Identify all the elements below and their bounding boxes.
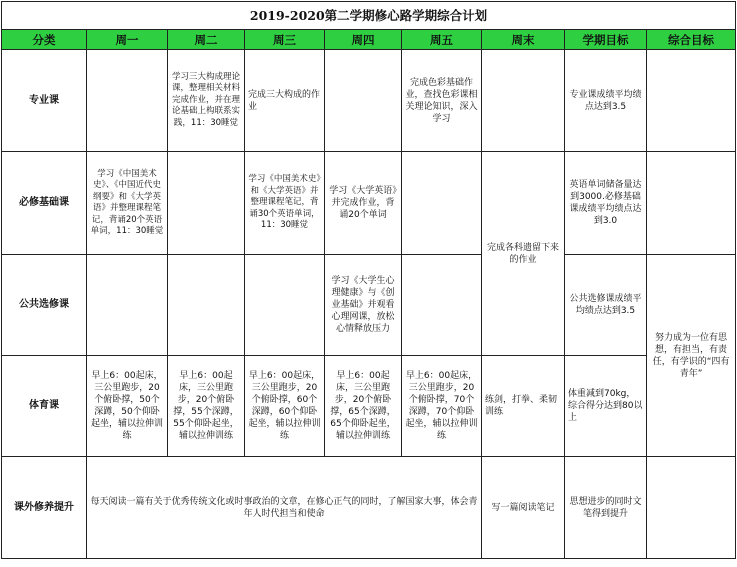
cell-elective-tue[interactable] <box>168 255 245 356</box>
sheet-title: 2019-2020第二学期修心路学期综合计划 <box>2 2 736 30</box>
header-wednesday[interactable]: 周三 <box>245 30 325 50</box>
row-elective <box>2 255 736 356</box>
cell-extra-overall[interactable] <box>647 457 736 559</box>
cell-extra-goal[interactable]: 思想进步的同时文笔得到提升 <box>565 457 647 559</box>
cell-required-thu[interactable]: 学习《大学英语》并完成作业，背诵20个单词 <box>325 152 402 255</box>
cell-pe-weekend[interactable]: 练剑，打拳、柔韧训练 <box>482 356 565 457</box>
cell-pe-wed[interactable]: 早上6：00起床，三公里跑步，20个俯卧撑，60个深蹲，60个仰卧起坐，辅以拉伸训练 <box>245 356 325 457</box>
header-semester-goal[interactable]: 学期目标 <box>565 30 647 50</box>
plan-table <box>1 1 736 559</box>
cell-pe-goal[interactable]: 体重减到70kg，综合得分达到80以上 <box>565 356 647 457</box>
header-thursday[interactable]: 周四 <box>325 30 402 50</box>
cell-major-thu[interactable] <box>325 50 402 152</box>
header-row <box>2 30 736 50</box>
title-row <box>2 2 736 30</box>
cell-major-wed[interactable]: 完成三大构成的作业 <box>245 50 325 152</box>
category-extra[interactable]: 课外修养提升 <box>2 457 87 559</box>
cell-pe-tue[interactable]: 早上6：00起床，三公里跑步，20个俯卧撑，55个深蹲，55个仰卧起坐，辅以拉伸训练 <box>168 356 245 457</box>
row-pe <box>2 356 736 457</box>
category-required[interactable]: 必修基础课 <box>2 152 87 255</box>
category-elective[interactable]: 公共选修课 <box>2 255 87 356</box>
cell-overall-goal[interactable]: 努力成为一位有思想，有担当，有责任，有学识的“四有青年” <box>647 255 736 457</box>
cell-pe-mon[interactable]: 早上6：00起床，三公里跑步，20个俯卧撑，50个深蹲，50个仰卧起坐，辅以拉伸训练 <box>87 356 168 457</box>
cell-elective-fri[interactable] <box>402 255 482 356</box>
row-extra <box>2 457 736 559</box>
cell-extra-weekday[interactable]: 每天阅读一篇有关于优秀传统文化或时事政治的文章，在修心正气的同时，了解国家大事，体会青年人时代担当和使命 <box>87 457 482 559</box>
category-pe[interactable]: 体育课 <box>2 356 87 457</box>
cell-elective-mon[interactable] <box>87 255 168 356</box>
cell-weekend-merged[interactable]: 完成各科遗留下来的作业 <box>482 152 565 356</box>
header-tuesday[interactable]: 周二 <box>168 30 245 50</box>
header-weekend[interactable]: 周末 <box>482 30 565 50</box>
cell-major-overall[interactable] <box>647 50 736 152</box>
cell-required-mon[interactable]: 学习《中国美术史》、《中国近代史纲要》和《大学英语》并整理课程笔记，背诵20个英语单词，11：30睡觉 <box>87 152 168 255</box>
cell-pe-fri[interactable]: 早上6：00起床，三公里跑步，20个俯卧撑，70个深蹲，70个仰卧起坐，辅以拉伸训练 <box>402 356 482 457</box>
cell-extra-weekend[interactable]: 写一篇阅读笔记 <box>482 457 565 559</box>
row-major <box>2 50 736 152</box>
cell-elective-goal[interactable]: 公共选修课成绩平均绩点达到3.5 <box>565 255 647 356</box>
cell-major-weekend[interactable] <box>482 50 565 152</box>
row-required <box>2 152 736 255</box>
header-friday[interactable]: 周五 <box>402 30 482 50</box>
cell-elective-thu[interactable]: 学习《大学生心理健康》与《创业基础》并观看心理网课，放松心情释放压力 <box>325 255 402 356</box>
cell-required-tue[interactable] <box>168 152 245 255</box>
cell-required-wed[interactable]: 学习《中国美术史》和《大学英语》并整理课程笔记，背诵30个英语单词，11：30睡觉 <box>245 152 325 255</box>
cell-pe-thu[interactable]: 早上6：00起床，三公里跑步，20个俯卧撑，65个深蹲，65个仰卧起坐，辅以拉伸训练 <box>325 356 402 457</box>
header-overall-goal[interactable]: 综合目标 <box>647 30 736 50</box>
header-monday[interactable]: 周一 <box>87 30 168 50</box>
cell-required-fri[interactable] <box>402 152 482 255</box>
cell-required-goal[interactable]: 英语单词储备量达到3000.必修基础课成绩平均绩点达到3.0 <box>565 152 647 255</box>
cell-elective-wed[interactable] <box>245 255 325 356</box>
cell-major-tue[interactable]: 学习三大构成理论课，整理相关材料完成作业，并在理论基础上构联系实践，11：30睡觉 <box>168 50 245 152</box>
cell-major-fri[interactable]: 完成色彩基础作业，查找色彩课相关理论知识，深入学习 <box>402 50 482 152</box>
cell-major-mon[interactable] <box>87 50 168 152</box>
cell-required-overall[interactable] <box>647 152 736 255</box>
header-category[interactable]: 分类 <box>2 30 87 50</box>
category-major[interactable]: 专业课 <box>2 50 87 152</box>
cell-major-goal[interactable]: 专业课成绩平均绩点达到3.5 <box>565 50 647 152</box>
